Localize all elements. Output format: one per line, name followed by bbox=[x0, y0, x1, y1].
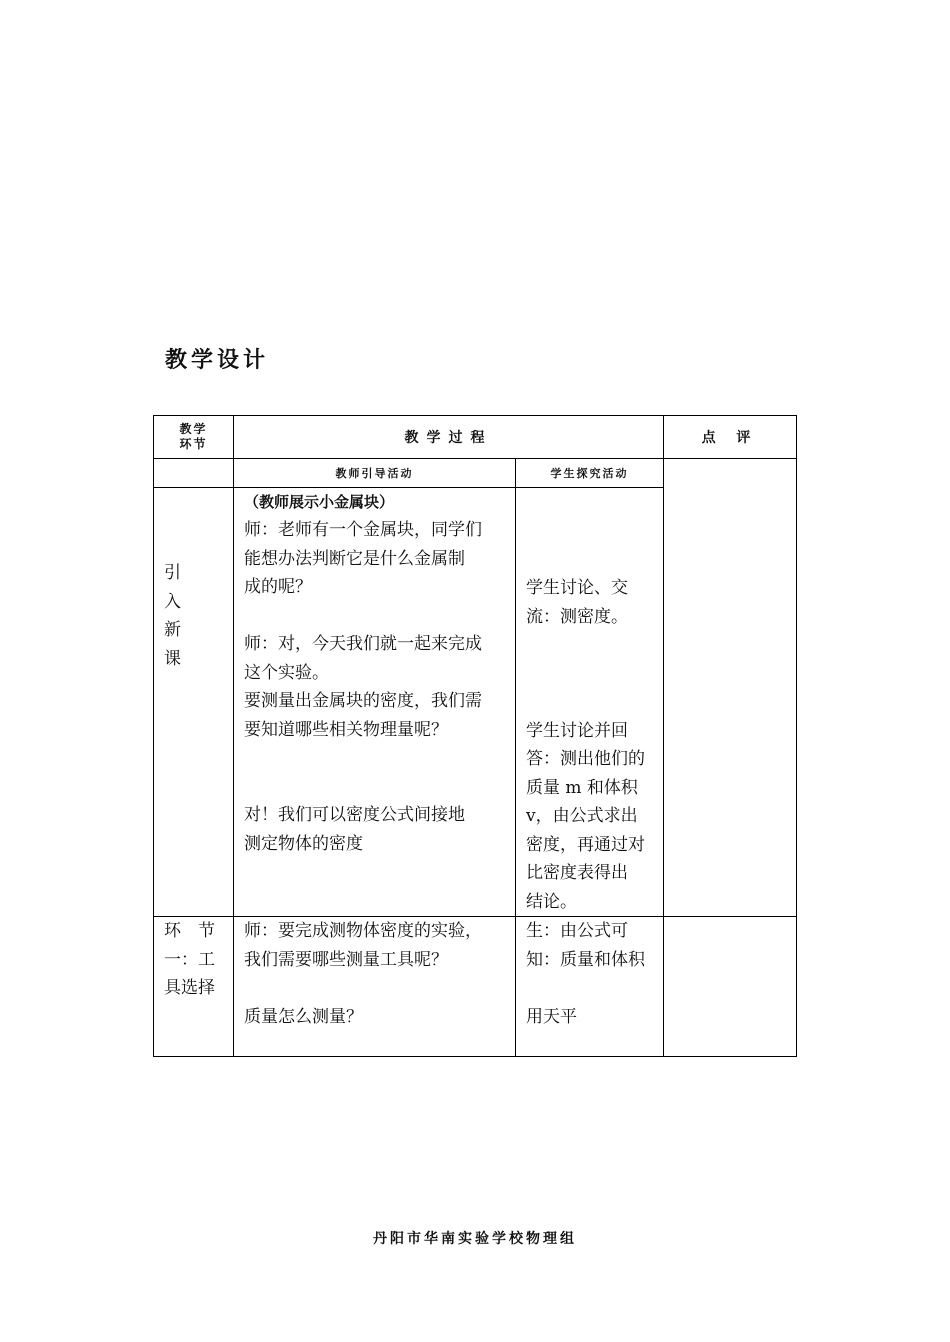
student-line bbox=[526, 517, 657, 546]
document-title: 教学设计 bbox=[165, 347, 270, 373]
subheader-empty-cell bbox=[154, 459, 234, 488]
header-row bbox=[154, 416, 797, 459]
comment-cell-1 bbox=[664, 459, 797, 917]
teacher-line: 师：老师有一个金属块，同学们 bbox=[244, 520, 482, 540]
subheader-row bbox=[154, 459, 797, 488]
student-line: 比密度表得出 bbox=[526, 863, 628, 883]
teacher-line: 质量怎么测量？ bbox=[244, 1006, 363, 1027]
teacher-line: 能想办法判断它是什么金属制 bbox=[244, 548, 465, 569]
student-line: 生：由公式可 bbox=[526, 921, 628, 941]
student-line bbox=[526, 974, 657, 1003]
student-line: 答：测出他们的 bbox=[526, 749, 645, 769]
header-stage-cell bbox=[154, 416, 234, 459]
student-line: 结论。 bbox=[526, 891, 577, 912]
teacher-line bbox=[244, 773, 507, 802]
teacher-line bbox=[244, 974, 507, 1003]
subheader-teacher-cell: 教师引导活动 bbox=[234, 459, 516, 488]
table-row bbox=[154, 917, 797, 1057]
student-line bbox=[526, 688, 657, 717]
teacher-line: 这个实验。 bbox=[244, 662, 329, 683]
header-comment-cell bbox=[664, 416, 797, 459]
student-activity-cell bbox=[516, 488, 664, 917]
subheader-student-cell: 学生探究活动 bbox=[516, 459, 664, 488]
teacher-line: 我们需要哪些测量工具呢？ bbox=[244, 949, 448, 970]
stage-char: 新 bbox=[164, 620, 181, 640]
student-line bbox=[526, 631, 657, 660]
stage-line: 具选择 bbox=[164, 978, 215, 998]
stage-line: 一：工 bbox=[164, 949, 215, 970]
teacher-line: 成的呢？ bbox=[244, 577, 312, 597]
teacher-line: 测定物体的密度 bbox=[244, 833, 363, 854]
student-line: 知：质量和体积 bbox=[526, 949, 645, 970]
student-line: 质量 m 和体积 bbox=[526, 777, 638, 798]
teacher-activity-cell bbox=[234, 488, 516, 917]
stage-line: 环 节 bbox=[164, 921, 215, 941]
header-process-label: 教学过程 bbox=[404, 430, 493, 446]
student-line: 流：测密度。 bbox=[526, 606, 628, 627]
teacher-activity-cell bbox=[234, 917, 516, 1057]
stage-cell-tools bbox=[154, 917, 234, 1057]
teacher-line bbox=[244, 602, 507, 631]
teacher-line: 师：要完成测物体密度的实验， bbox=[244, 921, 482, 941]
page-footer: 丹阳市华南实验学校物理组 bbox=[373, 1231, 577, 1247]
student-line: v，由公式求出 bbox=[526, 806, 638, 826]
student-line bbox=[526, 545, 657, 574]
teacher-line bbox=[244, 744, 507, 773]
stage-cell-intro bbox=[154, 488, 234, 917]
student-line bbox=[526, 488, 657, 517]
stage-char: 引 bbox=[164, 563, 181, 583]
student-line: 用天平 bbox=[526, 1006, 577, 1027]
teacher-line: 对！我们可以密度公式间接地 bbox=[244, 805, 465, 825]
header-process-cell bbox=[234, 416, 664, 459]
teacher-line: 师：对，今天我们就一起来完成 bbox=[244, 634, 482, 654]
student-activity-cell bbox=[516, 917, 664, 1057]
header-comment-label: 点 评 bbox=[701, 430, 759, 446]
teacher-line: 要知道哪些相关物理量呢？ bbox=[244, 719, 448, 740]
stage-char: 课 bbox=[164, 648, 181, 669]
header-stage-line-1: 教学 bbox=[179, 422, 208, 436]
comment-cell-2 bbox=[664, 917, 797, 1057]
student-line: 学生讨论并回 bbox=[526, 720, 628, 741]
stage-char: 入 bbox=[164, 591, 181, 612]
student-line bbox=[526, 660, 657, 689]
header-stage-line-2: 环节 bbox=[179, 437, 208, 451]
student-line: 密度，再通过对 bbox=[526, 834, 645, 855]
teacher-line: 要测量出金属块的密度，我们需 bbox=[244, 691, 482, 711]
teacher-note: （教师展示小金属块） bbox=[244, 493, 395, 511]
student-line: 学生讨论、交 bbox=[526, 578, 628, 598]
lesson-plan-table bbox=[153, 415, 797, 1057]
